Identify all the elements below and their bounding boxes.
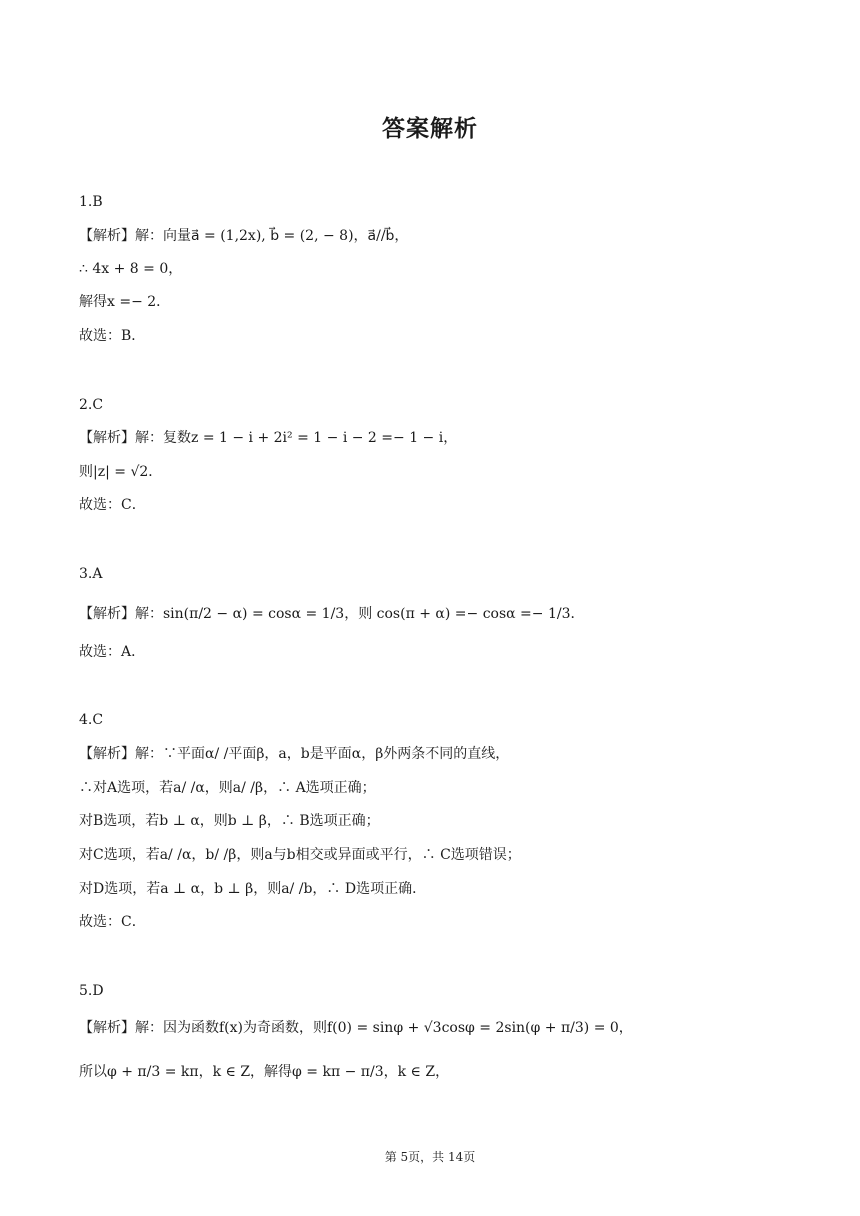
page-title: 答案解析 [382, 116, 478, 142]
answer-5-line-2: 所以φ + π/3 = kπ，k ∈ Z，解得φ = kπ − π/3，k ∈ Z， [79, 1064, 450, 1080]
answer-1-line-3: 解得x =− 2． [79, 294, 171, 310]
page-footer: 第 5页，共 14页 [384, 1150, 476, 1164]
answer-4-line-2: ∴对A选项，若a/ /α，则a/ /β，∴ A选项正确； [79, 780, 376, 796]
answer-3-line-1: 【解析】解：sin(π/2 − α) = cosα = 1/3，则 cos(π + α) =− cosα =− 1/3． [79, 606, 585, 622]
answer-4-line-1: 【解析】解：∵平面α/ /平面β，a，b是平面α，β外两条不同的直线， [79, 746, 510, 762]
answer-1-label: 1.B [79, 194, 103, 210]
answer-1-line-2: ∴ 4x + 8 = 0， [79, 261, 183, 277]
answer-4-line-3: 对B选项，若b ⊥ α，则b ⊥ β，∴ B选项正确； [79, 813, 380, 829]
answer-4-label: 4.C [79, 712, 104, 728]
answer-2-line-2: 则|z| = √2． [79, 464, 163, 480]
answer-1-line-4: 故选：B． [79, 328, 146, 344]
answer-3-label: 3.A [79, 566, 103, 582]
answer-4-line-6: 故选：C． [79, 914, 146, 930]
answer-4-line-5: 对D选项，若a ⊥ α，b ⊥ β，则a/ /b，∴ D选项正确． [79, 881, 427, 897]
answer-2-label: 2.C [79, 397, 104, 413]
answer-5-label: 5.D [79, 983, 104, 999]
answer-3-line-2: 故选：A． [79, 644, 146, 660]
answer-1-line-1: 【解析】解：向量a⃗ = (1,2x), b⃗ = (2, − 8)，a⃗//b⃗， [79, 228, 409, 244]
answer-2-line-1: 【解析】解：复数z = 1 − i + 2i² = 1 − i − 2 =− 1 − i， [79, 430, 458, 446]
answer-2-line-3: 故选：C． [79, 497, 146, 513]
answer-4-line-4: 对C选项，若a/ /α，b/ /β，则a与b相交或异面或平行，∴ C选项错误； [79, 847, 521, 863]
answer-5-line-1: 【解析】解：因为函数f(x)为奇函数，则f(0) = sinφ + √3cosφ = 2sin(φ + π/3) = 0， [79, 1020, 633, 1036]
